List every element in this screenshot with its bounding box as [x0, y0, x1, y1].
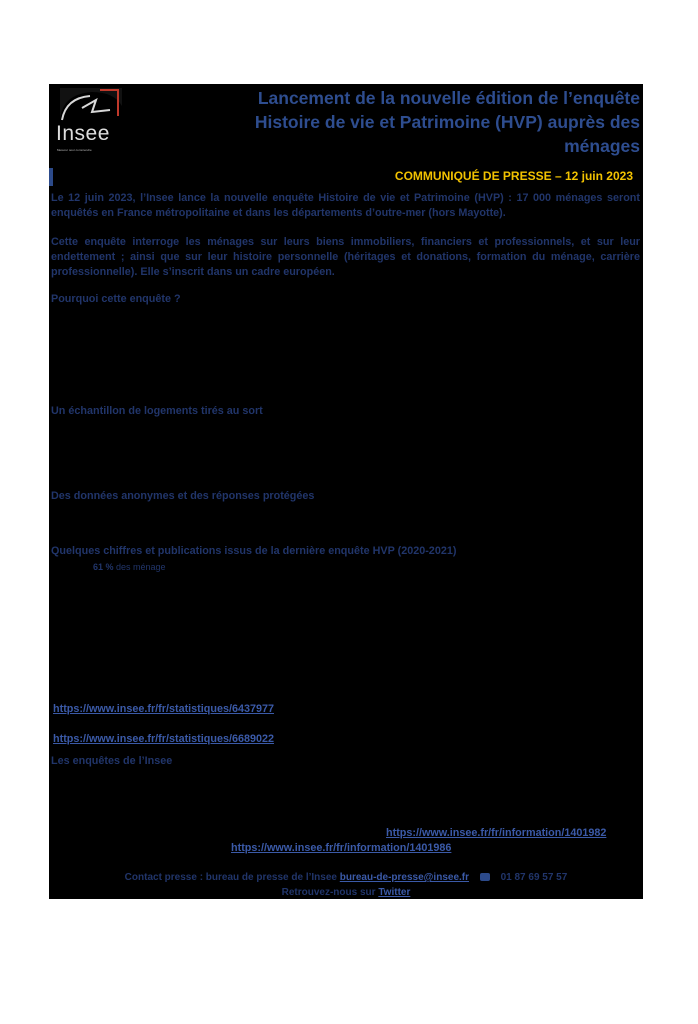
follow-line	[51, 887, 641, 898]
heading-figures: Quelques chiffres et publications issus de la dernière enquête HVP (2020-2021)	[51, 545, 457, 557]
intro-paragraph: Le 12 juin 2023, l’Insee lance la nouvelle enquête Histoire de vie et Patrimoine (HVP) : 17 000 ménages seront enquêtés en France métropolitaine et dans les départements d’outre-mer (hors Mayotte).	[51, 192, 640, 219]
link-information-1401986[interactable]: https://www.insee.fr/fr/information/1401986	[231, 842, 452, 854]
contact-prefix: Contact presse : bureau de presse de l’Insee	[124, 872, 337, 883]
title-line-2: Histoire de vie et Patrimoine (HVP) auprès des	[254, 112, 640, 132]
stat-text: des ménage	[116, 562, 166, 572]
heading-sample: Un échantillon de logements tirés au sort	[51, 405, 263, 417]
heading-data: Des données anonymes et des réponses protégées	[51, 490, 315, 502]
title-line-1: Lancement de la nouvelle édition de l’enquête	[257, 88, 640, 108]
press-contact	[51, 872, 641, 883]
contact-email-link[interactable]: bureau-de-presse@insee.fr	[339, 872, 470, 883]
title-line-3: ménages	[564, 136, 640, 156]
phone-icon	[480, 873, 490, 881]
logo-wordmark: Insee	[56, 122, 110, 145]
contact-phone: 01 87 69 57 57	[500, 872, 568, 883]
press-release-banner	[49, 168, 643, 186]
link-statistiques-6689022[interactable]: https://www.insee.fr/fr/statistiques/6689022	[53, 733, 275, 745]
scope-paragraph: Cette enquête interroge les ménages sur leurs biens immobiliers, financiers et professionnels, et sur leur endettement ; ainsi que sur leur histoire personnelle (héritages et donations, formation du ménage, carrière professionnelle). Elle s’inscrit dans un cadre européen.	[51, 236, 640, 278]
logo-swoosh-icon	[52, 86, 124, 126]
link-information-1401982[interactable]: https://www.insee.fr/fr/information/1401982	[386, 827, 607, 839]
follow-text: Retrouvez-nous sur	[281, 887, 376, 898]
heading-surveys: Les enquêtes de l’Insee	[51, 755, 173, 767]
stat-line	[93, 562, 166, 572]
insee-logo	[52, 86, 124, 154]
heading-why: Pourquoi cette enquête ?	[51, 293, 181, 305]
stat-value: 61 %	[93, 562, 114, 572]
banner-text: COMMUNIQUÉ DE PRESSE – 12 juin 2023	[394, 169, 633, 183]
twitter-link[interactable]: Twitter	[378, 887, 411, 898]
link-statistiques-6437977[interactable]: https://www.insee.fr/fr/statistiques/6437977	[53, 703, 275, 715]
page-title	[210, 86, 640, 158]
logo-tagline: Mesurer pour comprendre	[57, 148, 92, 151]
